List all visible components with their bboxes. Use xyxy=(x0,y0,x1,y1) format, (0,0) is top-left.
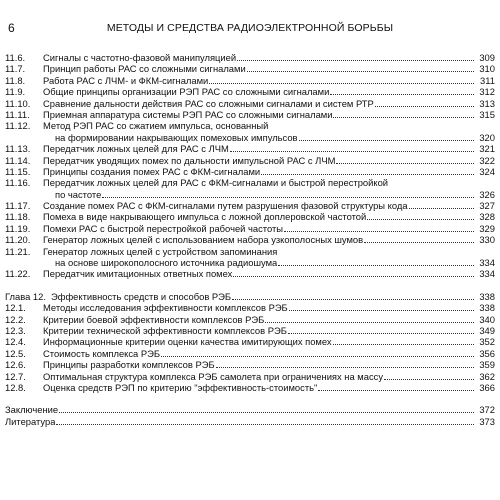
toc-entry-11-14[interactable]: 11.14. Передатчик уводящих помех по дальности импульсной РАС с ЛЧМ 322 xyxy=(5,154,495,166)
toc-conclusion[interactable]: Заключение 372 xyxy=(5,404,495,416)
toc-entry-12-4[interactable]: 12.4. Информационные критерии оценки качества имитирующих помех 352 xyxy=(5,336,495,348)
toc-entry-12-2[interactable]: 12.2. Критерии боевой эффективности комплексов РЭБ 340 xyxy=(5,313,495,325)
toc-entry-11-16-continued[interactable]: по частоте 326 xyxy=(55,188,495,200)
toc-entry-12-8[interactable]: 12.8. Оценка средств РЭП по критерию "эффективность-стоимость" 366 xyxy=(5,381,495,393)
toc-chapter-12[interactable]: Глава 12. Эффективность средств и способов РЭБ 338 xyxy=(5,290,495,302)
toc-entry-11-21[interactable]: 11.21. Генератор ложных целей с устройством запоминания xyxy=(5,245,278,257)
toc-entry-11-11[interactable]: 11.11. Приемная аппаратура системы РЭП РАС со сложными сигналами 315 xyxy=(5,108,495,120)
toc-references[interactable]: Литература 373 xyxy=(5,415,495,427)
page-header xyxy=(8,20,492,36)
toc-entry-12-1[interactable]: 12.1. Методы исследования эффективности комплексов РЭБ 338 xyxy=(5,302,495,314)
toc-entry-11-19[interactable]: 11.19. Помехи РАС с быстрой перестройкой рабочей частоты 329 xyxy=(5,222,495,234)
toc-entry-11-16[interactable]: 11.16. Передатчик ложных целей для РАС с ФКМ-сигналами и быстрой перестройкой xyxy=(5,177,389,189)
toc-entry-11-9[interactable]: 11.9. Общие принципы организации РЭП РАС со сложными сигналами 312 xyxy=(5,86,495,98)
toc-entry-11-18[interactable]: 11.18. Помеха в виде накрывающего импульса с ложной доплеровской частотой 328 xyxy=(5,211,495,223)
spacer xyxy=(5,280,495,291)
toc-entry-11-13[interactable]: 11.13. Передатчик ложных целей для РАС с ЛЧМ 321 xyxy=(5,143,495,155)
running-title: МЕТОДЫ И СРЕДСТВА РАДИОЭЛЕКТРОННОЙ БОРЬБЫ xyxy=(106,22,394,34)
page-number: 6 xyxy=(8,21,15,35)
toc-entry-12-6[interactable]: 12.6. Принципы разработки комплексов РЭБ 359 xyxy=(5,359,495,371)
toc-entry-11-8[interactable]: 11.8. Работа РАС с ЛЧМ- и ФКМ-сигналами 311 xyxy=(5,74,495,86)
toc-entry-11-21-continued[interactable]: на основе широкополосного источника радиошума 334 xyxy=(55,257,495,269)
toc-entry-11-10[interactable]: 11.10. Сравнение дальности действия РАС со сложными сигналами и систем РТР 313 xyxy=(5,97,495,109)
toc-entry-12-7[interactable]: 12.7. Оптимальная структура комплекса РЭБ самолета при ограничениях на массу 362 xyxy=(5,370,495,382)
toc-entry-11-6[interactable]: 11.6. Сигналы с частотно-фазовой манипуляцией 309 xyxy=(5,52,495,63)
toc-entry-12-3[interactable]: 12.3. Критерии технической эффективности комплексов РЭБ 349 xyxy=(5,324,495,336)
spacer xyxy=(5,393,495,404)
toc-entry-11-12[interactable]: 11.12. Метод РЭП РАС со сжатием импульса, основанный xyxy=(5,120,269,132)
toc-entry-11-17[interactable]: 11.17. Создание помех РАС с ФКМ-сигналами путем разрушения фазовой структуры кода 327 xyxy=(5,200,495,212)
toc-entry-11-20[interactable]: 11.20. Генератор ложных целей с использованием набора узкополосных шумов 330 xyxy=(5,234,495,246)
toc-entry-12-5[interactable]: 12.5. Стоимость комплекса РЭБ 356 xyxy=(5,347,495,359)
toc-entry-11-22[interactable]: 11.22. Передатчик имитационных ответных помех 334 xyxy=(5,268,495,280)
toc-entry-11-12-continued[interactable]: на формировании накрывающих помеховых импульсов 320 xyxy=(55,131,495,143)
toc-entry-11-7[interactable]: 11.7. Принцип работы РАС со сложными сигналами 310 xyxy=(5,63,495,75)
table-of-contents xyxy=(5,52,495,427)
toc-entry-11-15[interactable]: 11.15. Принципы создания помех РАС с ФКМ-сигналами 324 xyxy=(5,165,495,177)
